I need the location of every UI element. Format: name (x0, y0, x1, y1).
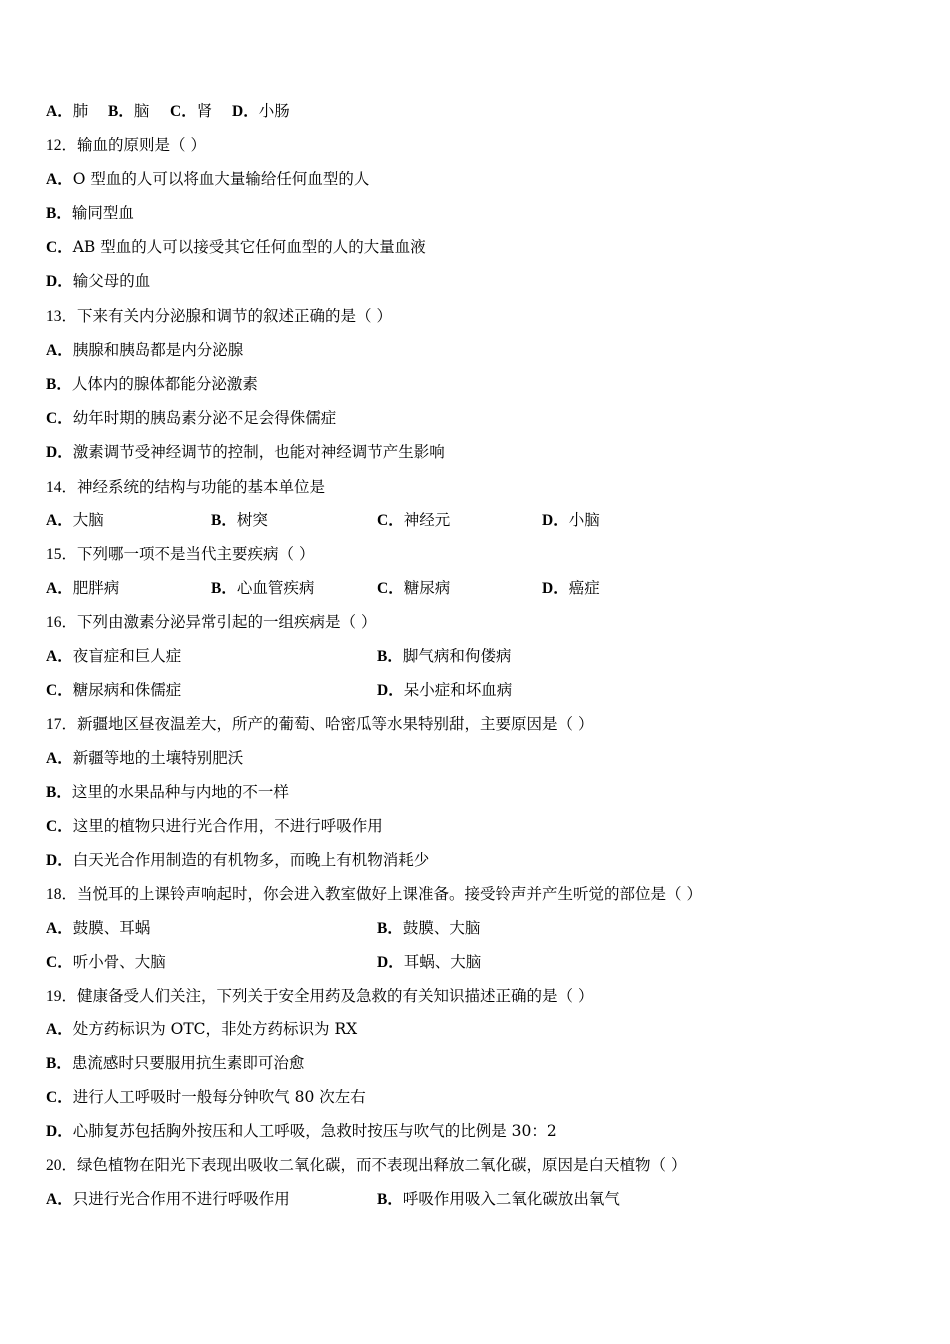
option-label: D． (542, 512, 569, 529)
q13-option-b (46, 373, 258, 395)
q14-stem (46, 476, 325, 498)
question-number: 14． (46, 479, 78, 496)
option-label: B． (46, 784, 72, 801)
option-label: C． (46, 239, 73, 256)
q14-option-a: 大脑 (72, 511, 104, 529)
option-label: A． (46, 1191, 73, 1208)
option-text: 这里的植物只进行光合作用，不进行呼吸作用 (72, 817, 383, 835)
option-text: 激素调节受神经调节的控制，也能对神经调节产生影响 (72, 443, 445, 461)
q19-option-b (46, 1052, 304, 1074)
option-label: B． (211, 512, 237, 529)
question-number: 13． (46, 308, 78, 325)
q17-stem (46, 713, 593, 735)
option-label: B． (377, 920, 403, 937)
q12-option-c (46, 236, 426, 258)
option-label: A． (46, 512, 73, 529)
option-label: C． (46, 954, 73, 971)
q19-option-a (46, 1018, 357, 1040)
option-label: C． (377, 580, 404, 597)
option-text: 输父母的血 (72, 272, 151, 290)
option-label: A． (46, 750, 73, 767)
option-label: C． (46, 818, 73, 835)
option-label: D． (46, 1123, 73, 1140)
q15-stem (46, 543, 314, 565)
option-label: B． (46, 376, 72, 393)
option-label: B． (46, 1055, 72, 1072)
option-label: A． (46, 342, 73, 359)
option-text: 人体内的腺体都能分泌激素 (71, 375, 258, 393)
option-label: C． (377, 512, 404, 529)
option-text: 进行人工呼吸时一般每分钟吹气 80 次左右 (72, 1088, 366, 1106)
question-number: 18． (46, 886, 78, 903)
question-number: 15． (46, 546, 78, 563)
q19-option-d (46, 1120, 557, 1142)
q17-option-a (46, 747, 243, 769)
q13-option-a (46, 339, 243, 361)
q15-option-a: 肥胖病 (72, 579, 120, 597)
option-text: O 型血的人可以将血大量输给任何血型的人 (72, 170, 370, 188)
option-label: A． (46, 103, 73, 120)
option-text: 心肺复苏包括胸外按压和人工呼吸，急救时按压与吹气的比例是 30：2 (72, 1122, 557, 1140)
q17-option-d (46, 849, 429, 871)
q13-option-c (46, 407, 336, 429)
q11-option-a: 肺 (72, 102, 89, 120)
q13-stem (46, 305, 392, 327)
option-label: B． (211, 580, 237, 597)
q20-stem (46, 1154, 686, 1176)
q11-option-b: 脑 (133, 102, 150, 120)
option-text: 这里的水果品种与内地的不一样 (71, 783, 289, 801)
question-text: 下来有关内分泌腺和调节的叙述正确的是（ ） (77, 307, 392, 325)
option-label: C． (46, 410, 73, 427)
q19-stem (46, 985, 593, 1007)
q18-option-b: 鼓膜、大脑 (402, 919, 481, 937)
q11-option-d: 小肠 (258, 102, 290, 120)
question-text: 神经系统的结构与功能的基本单位是 (77, 478, 326, 496)
q20-option-b: 呼吸作用吸入二氧化碳放出氧气 (402, 1190, 620, 1208)
q12-option-d (46, 270, 150, 292)
q14-option-b: 树突 (236, 511, 268, 529)
q15-option-c: 糖尿病 (403, 579, 451, 597)
question-text: 新疆地区昼夜温差大，所产的葡萄、哈密瓜等水果特别甜，主要原因是（ ） (77, 715, 594, 733)
question-text: 输血的原则是（ ） (77, 136, 206, 154)
option-label: D． (46, 852, 73, 869)
option-text: 处方药标识为 OTC，非处方药标识为 RX (72, 1020, 358, 1038)
option-label: D． (46, 444, 73, 461)
option-text: AB 型血的人可以接受其它任何血型的人的大量血液 (72, 238, 426, 256)
option-label: D． (542, 580, 569, 597)
option-text: 输同型血 (71, 204, 134, 222)
option-label: A． (46, 580, 73, 597)
question-number: 12． (46, 137, 78, 154)
option-label: C． (170, 103, 197, 120)
question-text: 当悦耳的上课铃声响起时，你会进入教室做好上课准备。接受铃声并产生听觉的部位是（ ） (77, 885, 702, 903)
question-number: 20． (46, 1157, 78, 1174)
question-text: 下列哪一项不是当代主要疾病（ ） (77, 545, 315, 563)
q14-option-c: 神经元 (403, 511, 451, 529)
option-text: 患流感时只要服用抗生素即可治愈 (71, 1054, 305, 1072)
q16-option-d: 呆小症和坏血病 (403, 681, 513, 699)
q20-option-a: 只进行光合作用不进行呼吸作用 (72, 1190, 290, 1208)
q17-option-b (46, 781, 289, 803)
q14-option-d: 小脑 (568, 511, 600, 529)
question-number: 19． (46, 988, 78, 1005)
q12-option-a (46, 168, 369, 190)
q16-option-a: 夜盲症和巨人症 (72, 647, 182, 665)
question-text: 健康备受人们关注，下列关于安全用药及急救的有关知识描述正确的是（ ） (77, 987, 594, 1005)
q15-option-d: 癌症 (568, 579, 600, 597)
option-label: D． (232, 103, 259, 120)
option-text: 新疆等地的土壤特别肥沃 (72, 749, 244, 767)
q18-stem (46, 883, 702, 905)
question-number: 16． (46, 614, 78, 631)
option-text: 白天光合作用制造的有机物多，而晚上有机物消耗少 (72, 851, 430, 869)
option-label: B． (377, 1191, 403, 1208)
q15-option-b: 心血管疾病 (236, 579, 315, 597)
option-label: D． (377, 954, 404, 971)
q13-option-d (46, 441, 445, 463)
q18-option-c: 听小骨、大脑 (72, 953, 166, 971)
question-number: 17． (46, 716, 78, 733)
option-text: 幼年时期的胰岛素分泌不足会得侏儒症 (72, 409, 337, 427)
option-label: A． (46, 171, 73, 188)
q16-option-c: 糖尿病和侏儒症 (72, 681, 182, 699)
question-text: 绿色植物在阳光下表现出吸收二氧化碳，而不表现出释放二氧化碳，原因是白天植物（ ） (77, 1156, 687, 1174)
option-label: B． (46, 205, 72, 222)
q16-option-b: 脚气病和佝偻病 (402, 647, 512, 665)
option-label: A． (46, 648, 73, 665)
option-label: B． (377, 648, 403, 665)
option-label: A． (46, 920, 73, 937)
q12-option-b (46, 202, 134, 224)
option-label: B． (108, 103, 134, 120)
q18-option-d: 耳蜗、大脑 (403, 953, 482, 971)
q19-option-c (46, 1086, 366, 1108)
q18-option-a: 鼓膜、耳蜗 (72, 919, 151, 937)
q16-stem (46, 611, 376, 633)
q12-stem (46, 134, 206, 156)
option-label: D． (46, 273, 73, 290)
option-label: A． (46, 1021, 73, 1038)
question-text: 下列由激素分泌异常引起的一组疾病是（ ） (77, 613, 377, 631)
q11-option-c: 肾 (196, 102, 213, 120)
option-label: D． (377, 682, 404, 699)
option-text: 胰腺和胰岛都是内分泌腺 (72, 341, 244, 359)
option-label: C． (46, 682, 73, 699)
option-label: C． (46, 1089, 73, 1106)
q17-option-c (46, 815, 383, 837)
